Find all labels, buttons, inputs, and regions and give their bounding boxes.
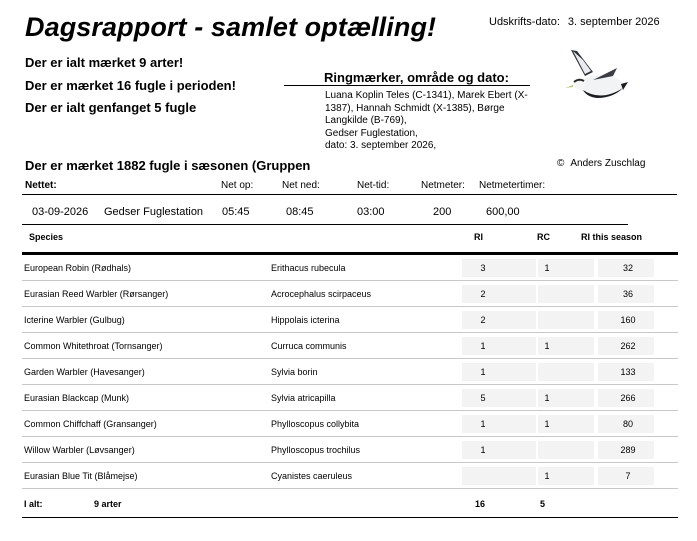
species-latin-name: Phylloscopus trochilus xyxy=(271,445,361,455)
col-header-species: Species xyxy=(29,232,64,242)
ri-season-value: 266 xyxy=(620,393,636,403)
ringer-location: Gedser Fuglestation, xyxy=(325,127,418,139)
net-divider xyxy=(22,194,677,195)
table-row xyxy=(22,307,678,333)
net-header-nettet: Nettet: xyxy=(25,180,57,191)
cell-shade xyxy=(462,259,536,277)
species-common-name: Common Whitethroat (Tornsanger) xyxy=(24,341,163,351)
net-header-net-ned: Net ned: xyxy=(282,180,320,191)
species-latin-name: Phylloscopus collybita xyxy=(271,419,360,429)
table-total-row xyxy=(22,490,678,518)
col-header-rc: RC xyxy=(537,232,550,242)
ri-season-value: 36 xyxy=(622,289,633,299)
table-row xyxy=(22,255,678,281)
ri-value: 1 xyxy=(480,445,486,455)
cell-shade xyxy=(462,363,536,381)
cell-shade xyxy=(462,415,536,433)
total-label: I alt: xyxy=(24,499,43,509)
species-latin-name: Hippolais icterina xyxy=(271,315,340,325)
cell-shade xyxy=(462,311,536,329)
cell-shade xyxy=(538,441,594,459)
ringers-divider xyxy=(284,85,530,86)
species-latin-name: Sylvia borin xyxy=(271,367,318,377)
species-count-summary: Der er ialt mærket 9 arter! xyxy=(25,55,184,70)
ringers-block xyxy=(325,90,543,153)
species-common-name: Willow Warbler (Løvsanger) xyxy=(24,445,135,455)
season-summary: Der er mærket 1882 fugle i sæsonen (Gruppen xyxy=(25,158,311,173)
net-station: Gedser Fuglestation xyxy=(104,206,204,218)
copyright-name: Anders Zuschlag xyxy=(570,158,646,169)
copyright-icon: © xyxy=(557,158,565,169)
net-op-value: 05:45 xyxy=(222,206,250,218)
ri-season-value: 262 xyxy=(620,341,636,351)
col-header-ri: RI xyxy=(474,232,483,242)
cell-shade xyxy=(538,363,594,381)
ri-value: 1 xyxy=(480,367,486,377)
table-row xyxy=(22,437,678,463)
ri-value: 3 xyxy=(480,263,486,273)
net-header-net-tid: Net-tid: xyxy=(357,180,390,191)
ringers-heading: Ringmærker, område og dato: xyxy=(324,70,509,85)
print-date-label: Udskrifts-dato: xyxy=(489,16,560,28)
cell-shade xyxy=(462,389,536,407)
print-date-value: 3. september 2026 xyxy=(567,16,660,28)
species-latin-name: Erithacus rubecula xyxy=(271,263,346,273)
ri-value: 1 xyxy=(480,419,486,429)
net-ned-value: 08:45 xyxy=(286,206,314,218)
species-common-name: Garden Warbler (Havesanger) xyxy=(24,367,145,377)
ri-season-value: 7 xyxy=(625,471,631,481)
ri-season-value: 289 xyxy=(620,445,636,455)
table-row xyxy=(22,385,678,411)
net-tid-value: 03:00 xyxy=(357,206,385,218)
ri-season-value: 160 xyxy=(620,315,636,325)
species-latin-name: Curruca communis xyxy=(271,341,347,351)
rc-value: 1 xyxy=(544,341,550,351)
eider-duck-icon xyxy=(563,46,629,108)
table-row xyxy=(22,281,678,307)
rc-value: 1 xyxy=(544,419,550,429)
cell-shade xyxy=(538,311,594,329)
net-values-divider xyxy=(22,224,628,225)
species-common-name: Common Chiffchaff (Gransanger) xyxy=(24,419,157,429)
table-row xyxy=(22,411,678,437)
rc-value: 1 xyxy=(544,263,550,273)
ringer-date: dato: 3. september 2026, xyxy=(325,140,437,151)
recaptured-summary: Der er ialt genfanget 5 fugle xyxy=(25,100,197,115)
table-row xyxy=(22,463,678,489)
copyright xyxy=(557,158,645,169)
species-latin-name: Sylvia atricapilla xyxy=(271,393,336,403)
cell-shade xyxy=(538,285,594,303)
ringer-names: Luana Koplin Teles (C-1341), Marek Ebert (X-1387), Hannah Schmidt (X-1385), Børge Langkilde (B-769), xyxy=(325,90,528,126)
birds-ringed-summary: Der er mærket 16 fugle i perioden! xyxy=(25,78,236,93)
cell-shade xyxy=(462,337,536,355)
total-rc: 5 xyxy=(540,499,546,509)
species-common-name: European Robin (Rødhals) xyxy=(24,263,132,273)
total-ri: 16 xyxy=(475,499,486,509)
col-header-ri-season: RI this season xyxy=(581,232,643,242)
ri-season-value: 80 xyxy=(622,419,633,429)
ri-value: 2 xyxy=(480,289,486,299)
species-common-name: Eurasian Blue Tit (Blåmejse) xyxy=(24,471,138,481)
species-latin-name: Acrocephalus scirpaceus xyxy=(271,289,372,299)
netmetertimer-value: 600,00 xyxy=(486,206,520,218)
species-common-name: Eurasian Reed Warbler (Rørsanger) xyxy=(24,289,169,299)
species-common-name: Eurasian Blackcap (Munk) xyxy=(24,393,130,403)
ri-season-value: 32 xyxy=(622,263,633,273)
net-header-net-op: Net op: xyxy=(221,180,254,191)
ri-value: 1 xyxy=(480,341,486,351)
netmeter-value: 200 xyxy=(433,206,452,218)
ri-value: 5 xyxy=(480,393,486,403)
table-row xyxy=(22,333,678,359)
ri-season-value: 133 xyxy=(620,367,636,377)
report-title: Dagsrapport - samlet optælling! xyxy=(25,12,437,42)
cell-shade xyxy=(462,467,536,485)
species-common-name: Icterine Warbler (Gulbug) xyxy=(24,315,125,325)
net-date: 03-09-2026 xyxy=(32,206,89,218)
ri-value: 2 xyxy=(480,315,486,325)
cell-shade xyxy=(462,441,536,459)
cell-shade xyxy=(462,285,536,303)
total-species-count: 9 arter xyxy=(94,499,122,509)
net-header-netmeter: Netmeter: xyxy=(421,180,465,191)
rc-value: 1 xyxy=(544,471,550,481)
species-latin-name: Cyanistes caeruleus xyxy=(271,471,353,481)
net-header-netmetertimer: Netmetertimer: xyxy=(479,180,546,191)
table-row xyxy=(22,359,678,385)
rc-value: 1 xyxy=(544,393,550,403)
print-date xyxy=(489,16,660,28)
